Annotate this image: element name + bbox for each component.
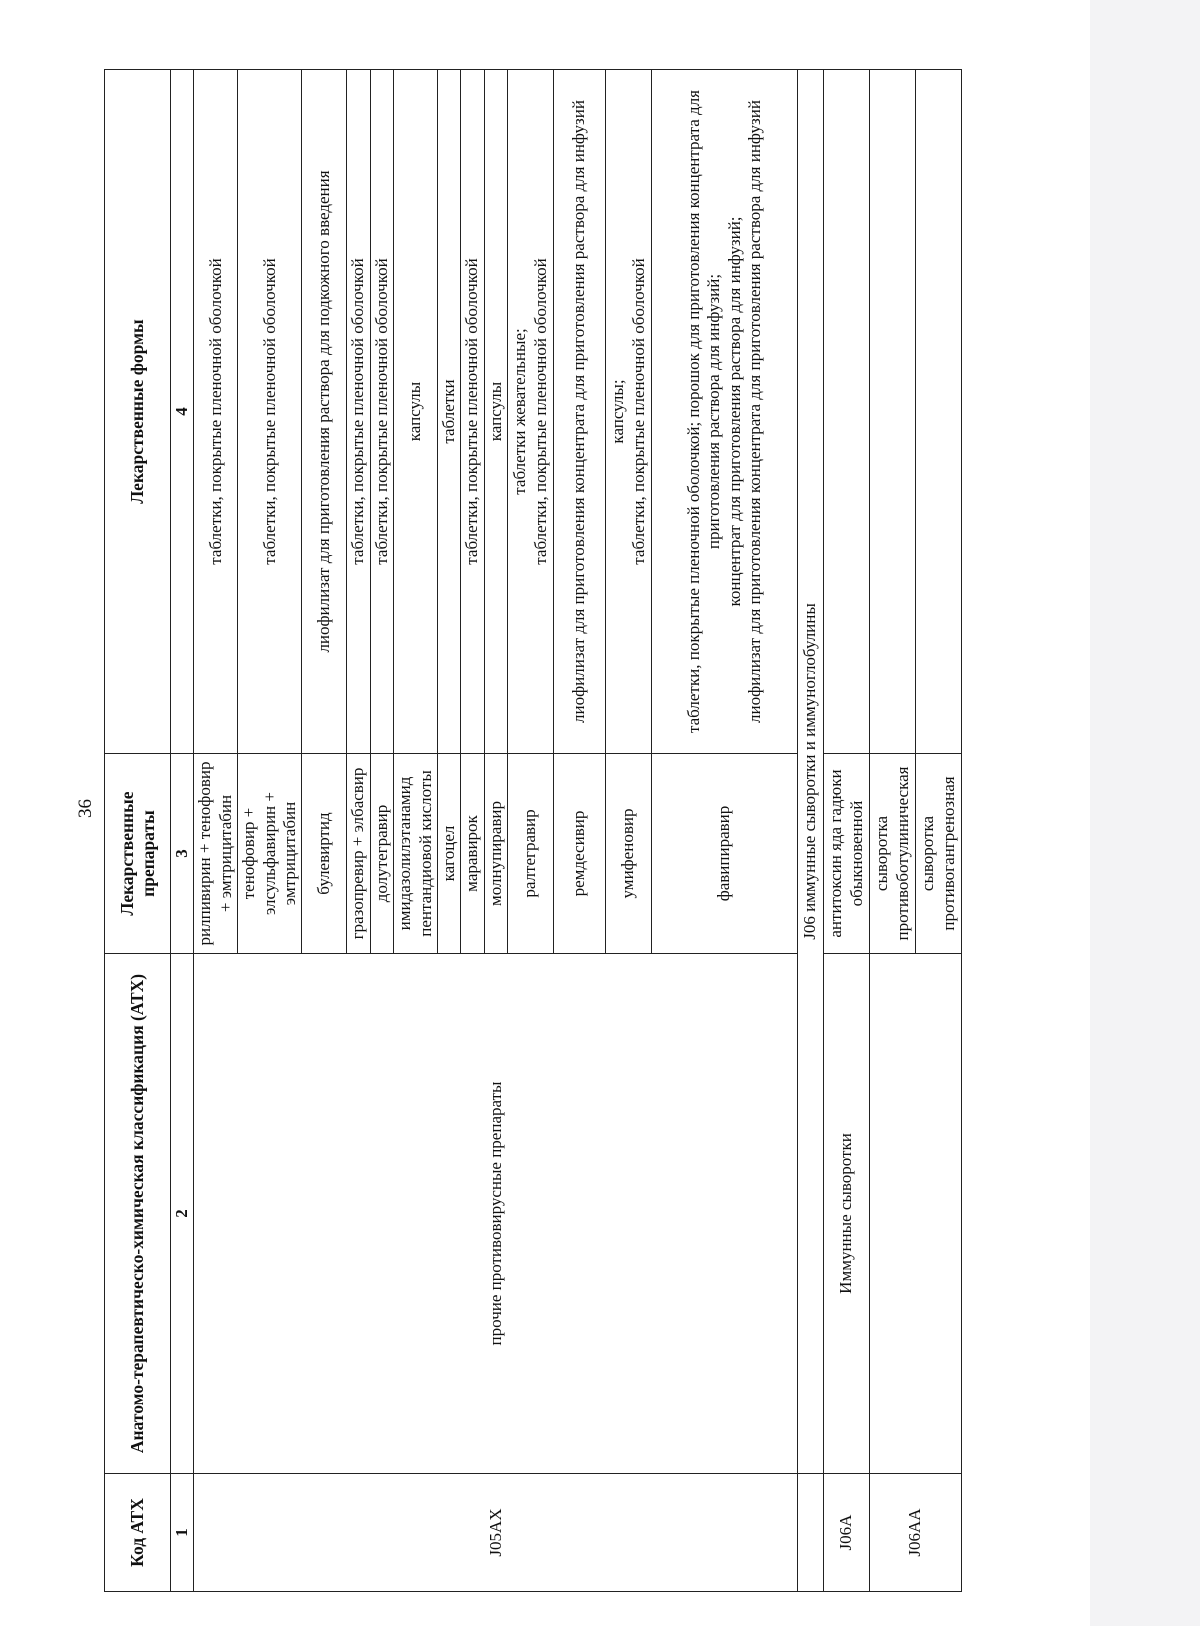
drug-name: гразопревир + элбасвир bbox=[347, 754, 370, 954]
drug-name: рилпивирин + тенофовир + эмтрицитабин bbox=[194, 754, 238, 954]
drug-name: долутегравир bbox=[370, 754, 393, 954]
atc-code: J06AA bbox=[870, 1474, 962, 1592]
dosage-form bbox=[508, 70, 554, 754]
atc-code: J06A bbox=[824, 1474, 870, 1592]
dosage-form: таблетки, покрытые пленочной оболочкой bbox=[194, 70, 238, 754]
drug-name: булевиртид bbox=[302, 754, 347, 954]
dosage-form: таблетки, покрытые пленочной оболочкой bbox=[238, 70, 302, 754]
document-sheet bbox=[104, 70, 958, 1592]
dosage-form-line: концентрат для приготовления раствора для инфузий; bbox=[724, 216, 744, 607]
header-forms: Лекарственные формы bbox=[105, 70, 171, 754]
drug-name: сыворотка противоботулиническая bbox=[870, 754, 916, 954]
column-number: 1 bbox=[171, 1474, 194, 1592]
dosage-form bbox=[824, 70, 870, 754]
dosage-form-line: таблетки, покрытые пленочной оболочкой bbox=[530, 258, 550, 565]
dosage-form: таблетки, покрытые пленочной оболочкой bbox=[461, 70, 484, 754]
header-classification: Анатомо-терапевтическо-химическая классификация (АТХ) bbox=[105, 954, 171, 1474]
dosage-form: капсулы bbox=[484, 70, 507, 754]
dosage-form-line: таблетки жевательные; bbox=[510, 328, 530, 495]
drug-name: ралтегравир bbox=[508, 754, 554, 954]
dosage-form bbox=[870, 70, 916, 754]
atc-classification: Иммунные сыворотки bbox=[824, 954, 870, 1474]
dosage-form bbox=[652, 70, 798, 754]
dosage-form-line: таблетки, покрытые пленочной оболочкой; порошок для приготовления концентрата для приготовления раствора для инфузий; bbox=[683, 90, 724, 733]
drug-name: фавипиравир bbox=[652, 754, 798, 954]
dosage-form-line: капсулы; bbox=[608, 379, 628, 444]
table-row bbox=[194, 70, 238, 1592]
drug-name: кагоцел bbox=[437, 754, 460, 954]
table-row bbox=[824, 70, 870, 1592]
dosage-form: лиофилизат для приготовления раствора для подкожного введения bbox=[302, 70, 347, 754]
column-number: 2 bbox=[171, 954, 194, 1474]
column-number: 3 bbox=[171, 754, 194, 954]
dosage-form bbox=[916, 70, 962, 754]
header-row bbox=[105, 70, 171, 1592]
column-number-row bbox=[171, 70, 194, 1592]
scan-margin bbox=[1090, 0, 1200, 1626]
drug-name: сыворотка противогангренозная bbox=[916, 754, 962, 954]
dosage-form: таблетки, покрытые пленочной оболочкой bbox=[370, 70, 393, 754]
drug-name: молнупиравир bbox=[484, 754, 507, 954]
dosage-form-line: таблетки, покрытые пленочной оболочкой bbox=[628, 258, 648, 565]
header-drugs: Лекарственные препараты bbox=[105, 754, 171, 954]
dosage-form-line: лиофилизат для приготовления концентрата для приготовления раствора для инфузий bbox=[744, 100, 764, 723]
dosage-form: таблетки, покрытые пленочной оболочкой bbox=[347, 70, 370, 754]
column-number: 4 bbox=[171, 70, 194, 754]
table-row bbox=[870, 70, 916, 1592]
drug-name: имидазолилэтанамид пентандиовой кислоты bbox=[394, 754, 438, 954]
drug-name: ремдесивир bbox=[554, 754, 606, 954]
atc-classification: прочие противовирусные препараты bbox=[194, 954, 798, 1474]
dosage-form bbox=[606, 70, 652, 754]
atc-code: J05AX bbox=[194, 1474, 798, 1592]
dosage-form: таблетки bbox=[437, 70, 460, 754]
atc-classification bbox=[870, 954, 962, 1474]
section-title: J06 иммунные сыворотки и иммуноглобулины bbox=[798, 70, 824, 1474]
drug-name: умифеновир bbox=[606, 754, 652, 954]
drug-name: тенофовир + элсульфавирин + эмтрицитабин bbox=[238, 754, 302, 954]
drug-table bbox=[104, 69, 962, 1592]
header-code: Код АТХ bbox=[105, 1474, 171, 1592]
section-row bbox=[798, 70, 824, 1592]
dosage-form: лиофилизат для приготовления концентрата для приготовления раствора для инфузий bbox=[554, 70, 606, 754]
drug-name: маравирок bbox=[461, 754, 484, 954]
section-code-cell bbox=[798, 1474, 824, 1592]
drug-name: антитоксин яда гадюки обыкновенной bbox=[824, 754, 870, 954]
page-number: 36 bbox=[75, 799, 96, 818]
dosage-form: капсулы bbox=[394, 70, 438, 754]
